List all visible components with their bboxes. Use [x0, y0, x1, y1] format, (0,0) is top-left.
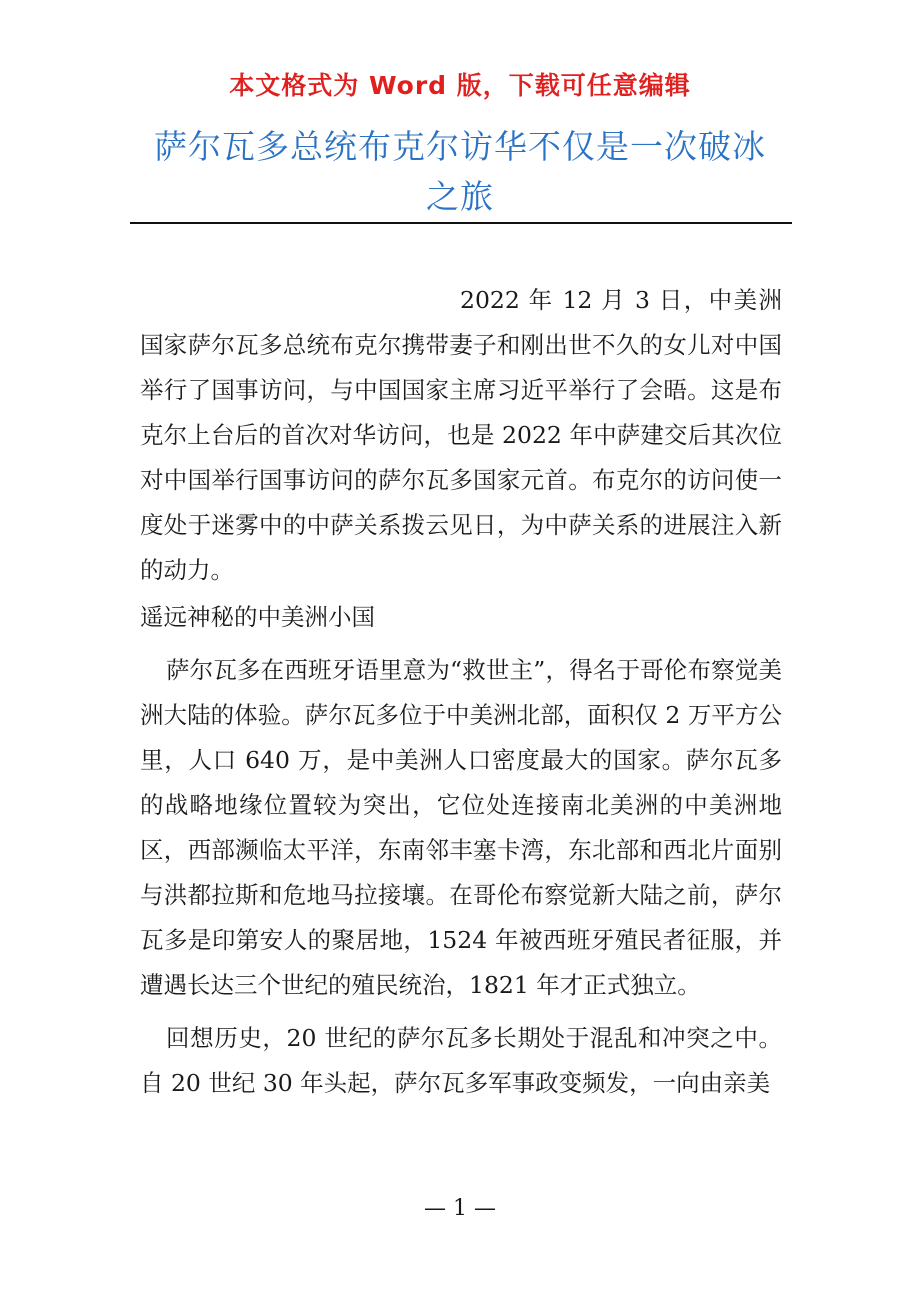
body-paragraph: 回想历史，20 世纪的萨尔瓦多长期处于混乱和冲突之中。自 20 世纪 30 年头起，萨尔瓦多军事政变频发，一向由亲美: [140, 1024, 782, 1097]
title-divider: [130, 222, 792, 224]
section-subheading: 遥远神秘的中美洲小国: [140, 603, 375, 631]
article-title-line-1: 萨尔瓦多总统布克尔访华不仅是一次破冰: [154, 127, 766, 166]
article-title-line-2: 之旅: [426, 177, 494, 216]
body-paragraph: 萨尔瓦多在西班牙语里意为“救世主”，得名于哥伦布察觉美洲大陆的体验。萨尔瓦多位于中美洲北部，面积仅 2 万平方公里，人口 640 万，是中美洲人口密度最大的国家。萨尔瓦多的战略地缘位置较为突出，它位处连接南北美洲的中美洲地区，西部濒临太平洋，东南邻丰塞卡湾，东北部和西北片面别与洪都拉斯和危地马拉接壤。在哥伦布察觉新大陆之前，萨尔瓦多是印第安人的聚居地，1524 年被西班牙殖民者征服，并遭遇长达三个世纪的殖民统治，1821 年才正式独立。: [140, 656, 782, 999]
page-number: — 1 —: [424, 1196, 496, 1221]
format-notice: 本文格式为 Word 版，下载可任意编辑: [229, 71, 691, 100]
intro-paragraph: 2022 年 12 月 3 日，中美洲国家萨尔瓦多总统布克尔携带妻子和刚出世不久的女儿对中国举行了国事访问，与中国国家主席习近平举行了会晤。这是布克尔上台后的首次对华访问，也是 2022 年中萨建交后其次位对中国举行国事访问的萨尔瓦多国家元首。布克尔的访问使一度处于迷雾中的中萨关系拨云见日，为中萨关系的进展注入新的动力。: [140, 286, 782, 584]
article-title: [130, 122, 790, 222]
article-body: [140, 278, 782, 1106]
